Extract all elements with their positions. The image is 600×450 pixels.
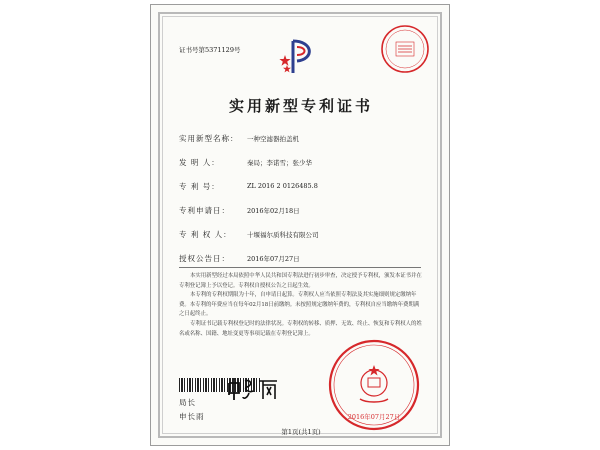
body-paragraph: 本实用新型经过本局依照中华人民共和国专利法进行初步审查，决定授予专利权，颁发本证书并在专利登记簿上予以登记。专利权自授权公告之日起生效。 — [179, 273, 422, 289]
director-signature — [225, 375, 285, 401]
field-value-grant-date: 2016年07月27日 — [247, 255, 300, 263]
director-name: 申长雨 — [179, 412, 205, 421]
field-label-patent-number: 专 利 号： — [179, 182, 220, 191]
body-paragraph: 专利证书记载专利权登记时的法律状况。专利权的转移、质押、无效、终止、恢复和专利权人的姓名或名称、国籍、地址变更等事项记载在专利登记簿上。 — [179, 320, 422, 337]
certificate-body-text — [179, 272, 423, 339]
page-indicator: 第1页(共1页) — [281, 428, 321, 436]
field-value-inventors: 秦局；李诺雪；张少华 — [247, 159, 312, 167]
national-ip-office-seal-icon — [326, 337, 422, 433]
stamp-date: 2016年07月27日 — [347, 413, 401, 421]
certificate-title: 实用新型专利证书 — [228, 97, 373, 115]
certificate-number: 证书号第5371129号 — [179, 46, 241, 54]
field-label-utility-name: 实用新型名称： — [179, 134, 239, 143]
patent-office-logo-icon — [279, 37, 319, 77]
body-paragraph: 本专利的专利权期限为十年，自申请日起算。专利权人应当依照专利法及其实施细则规定缴纳年费。本专利的年费应当在每年02月18日前缴纳。未按照规定缴纳年费的，专利权自应当缴纳年费期满之日起终止。 — [179, 292, 420, 318]
field-label-inventors: 发 明 人： — [179, 158, 220, 167]
field-value-patentee: 十堰福尔质科技有限公司 — [247, 231, 319, 239]
director-title: 局长 — [179, 398, 196, 407]
field-label-application-date: 专利申请日： — [179, 206, 230, 215]
field-value-patent-number: ZL 2016 2 0126485.8 — [247, 182, 318, 190]
field-label-grant-date: 授权公告日： — [179, 254, 230, 263]
patent-certificate — [150, 4, 450, 446]
field-value-application-date: 2016年02月18日 — [247, 207, 300, 215]
field-value-utility-name: 一种空滤器拍盖机 — [247, 135, 299, 143]
field-label-patentee: 专 利 权 人： — [179, 230, 232, 239]
divider — [179, 267, 421, 268]
review-center-seal-icon — [379, 23, 431, 75]
